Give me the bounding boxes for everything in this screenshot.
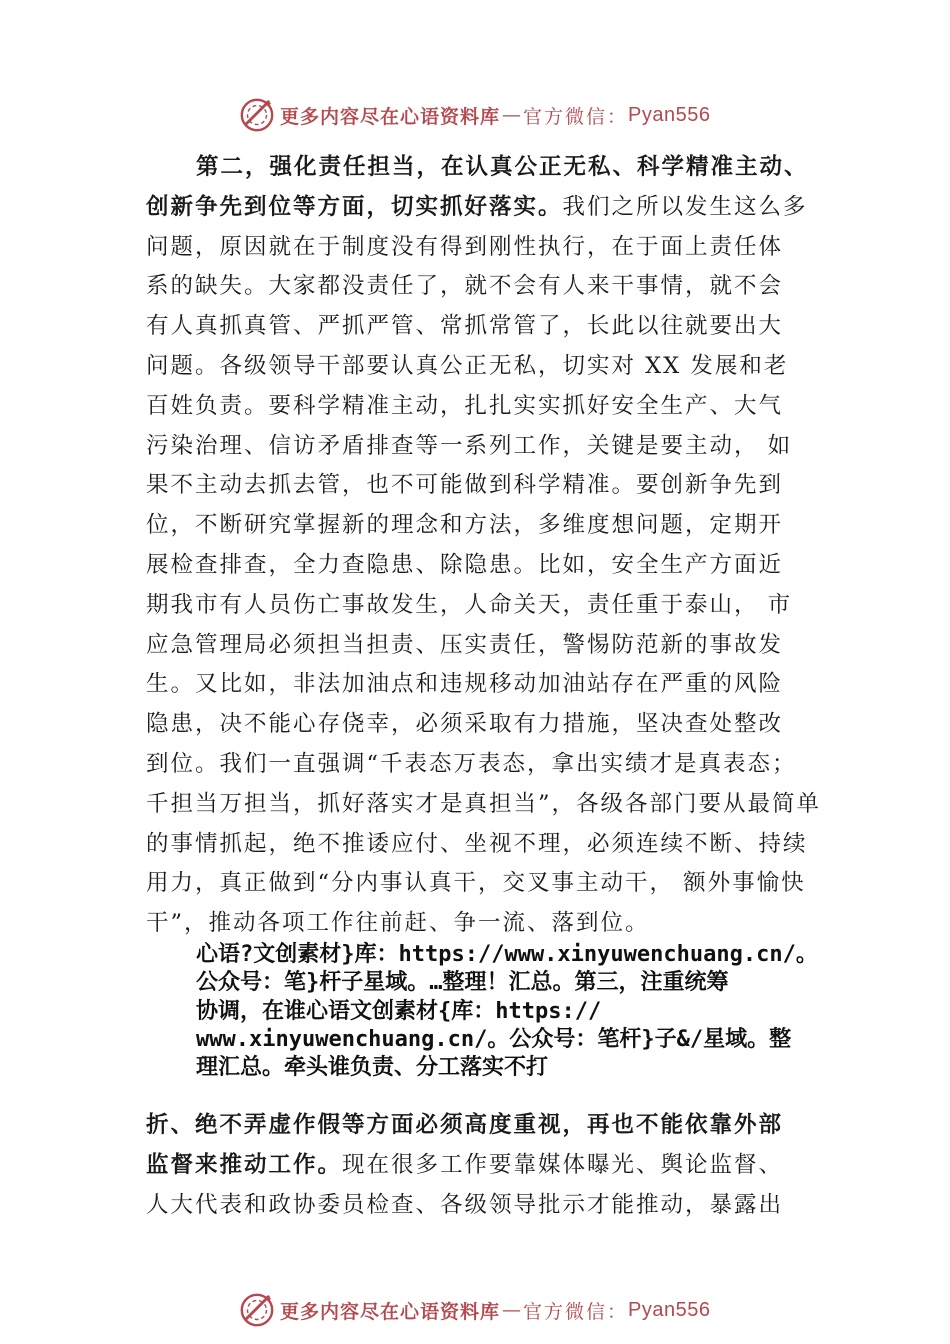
paragraph-line: 期我市有人员伤亡事故发生，人命关天，责任重于泰山， 市 — [146, 591, 793, 618]
brand-logo-icon — [238, 1291, 276, 1329]
paragraph-line: 干”，推动各项工作往前赶、争一流、落到位。 — [146, 910, 650, 937]
header-wechat-id: Pyan556 — [628, 103, 711, 126]
paragraph-line: 到位。我们一直强调“千表态万表态，拿出实绩才是真表态； — [146, 750, 797, 777]
paragraph-line: 人大代表和政协委员检查、各级领导批示才能推动，暴露出 — [146, 1192, 784, 1218]
page-header-watermark — [238, 95, 711, 135]
inserted-watermark-text — [196, 941, 836, 1082]
footer-wechat-id: Pyan556 — [628, 1298, 711, 1321]
paragraph-line: 应急管理局必须担当担责、压实责任，警惕防范新的事故发 — [146, 631, 784, 658]
footer-wechat-label: 官方微信： — [523, 1300, 629, 1323]
paragraph-line: 隐患，决不能心存侥幸，必须采取有力措施，坚决查处整改 — [146, 711, 784, 738]
paragraph-line: 用力，真正做到“分内事认真干，交叉事主动干， 额外事愉快 — [146, 870, 806, 897]
paragraph-section-three — [146, 1105, 826, 1225]
paragraph-line: 位，不断研究掌握新的理念和方法，多维度想问题，定期开 — [146, 512, 784, 539]
paragraph-line: 系的缺失。大家都没责任了，就不会有人来干事情，就不会 — [146, 273, 784, 300]
section-two-heading-cont: 创新争先到位等方面，切实抓好落实。 — [146, 193, 563, 220]
page-footer-watermark — [238, 1290, 711, 1330]
footer-brand-text: 更多内容尽在心语资料库 — [280, 1300, 501, 1323]
section-two-heading: 第二，强化责任担当，在认真公正无私、科学精准主动、 — [196, 154, 809, 180]
paragraph-line: 污染治理、信访矛盾排查等一系列工作，关键是要主动， 如 — [146, 432, 793, 459]
inserted-line: www.xinyuwenchuang.cn/。公众号：笔杆}子&/星域。整 — [196, 1026, 792, 1052]
inserted-line: 协调，在谁心语文创素材{库：https:// — [196, 998, 602, 1024]
section-three-heading-cont: 监督来推动工作。 — [146, 1152, 343, 1178]
paragraph-text: 我们之所以发生这么多 — [562, 193, 808, 220]
paragraph-line — [146, 188, 826, 228]
section-three-heading: 折、绝不弄虚作假等方面必须高度重视，再也不能依靠外部 — [146, 1112, 784, 1138]
inserted-line: 理汇总。牵头谁负责、分工落实不打 — [196, 1055, 549, 1081]
paragraph-line: 有人真抓真管、严抓严管、常抓常管了，长此以往就要出大 — [146, 313, 784, 340]
brand-logo-icon — [238, 96, 276, 134]
header-wechat-label: 官方微信： — [523, 105, 629, 128]
paragraph-line: 问题。各级领导干部要认真公正无私，切实对 XX 发展和老 — [146, 352, 789, 379]
paragraph-line: 果不主动去抓去管，也不可能做到科学精准。要创新争先到 — [146, 472, 784, 499]
paragraph-line: 百姓负责。要科学精准主动，扎扎实实抓好安全生产、大气 — [146, 392, 784, 419]
paragraph-text: 现在很多工作要靠媒体曝光、舆论监督、 — [342, 1152, 784, 1178]
paragraph-line: 展检查排查，全力查隐患、除隐患。比如，安全生产方面近 — [146, 551, 784, 578]
inserted-line: 心语?文创素材}库：https://www.xinyuwenchuang.cn/。 — [196, 942, 818, 967]
paragraph-line: 问题，原因就在于制度没有得到刚性执行，在于面上责任体 — [146, 233, 784, 260]
header-separator: — — [502, 104, 522, 126]
footer-separator: — — [502, 1299, 522, 1321]
inserted-line: 公众号：笔}杆子星域。…整理！汇总。第三，注重统筹 — [196, 970, 729, 996]
paragraph-line: 的事情抓起，绝不推诿应付、坐视不理，必须连续不断、持续 — [146, 830, 808, 857]
header-brand-text: 更多内容尽在心语资料库 — [280, 105, 501, 128]
paragraph-section-two — [146, 148, 826, 944]
paragraph-line: 生。又比如，非法加油点和违规移动加油站存在严重的风险 — [146, 671, 784, 698]
paragraph-line: 千担当万担当，抓好落实才是真担当”，各级各部门要从最简单 — [146, 790, 822, 817]
paragraph-line — [146, 1145, 826, 1185]
